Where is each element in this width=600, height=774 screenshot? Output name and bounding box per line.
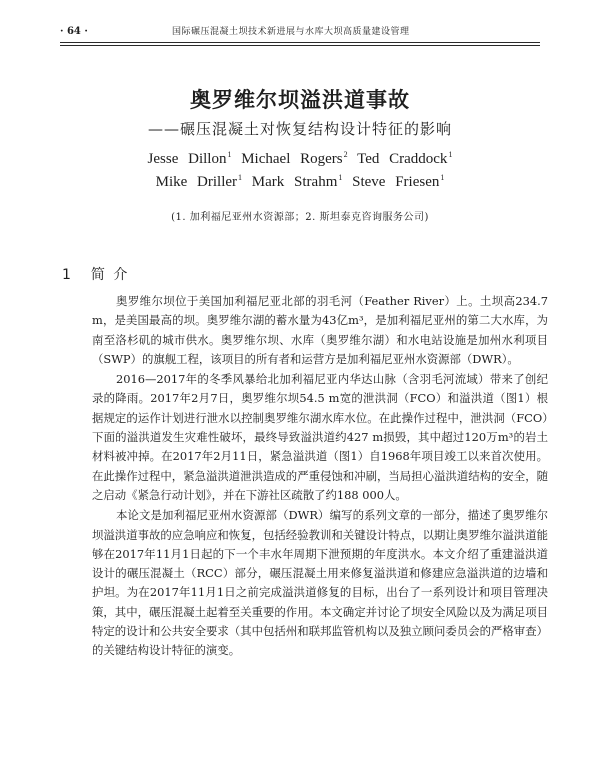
- author: Steve Friesen$^1$: [352, 173, 445, 190]
- author: Michael Rogers$^2$: [241, 150, 348, 167]
- header-rule-thin: [60, 45, 540, 46]
- section-heading: [62, 264, 129, 284]
- section-number: 1: [62, 267, 73, 283]
- author: Jesse Dillon$^1$: [147, 150, 232, 167]
- paragraph: 2016—2017年的冬季风暴给北加利福尼亚内华达山脉（含羽毛河流域）带来了创纪录的降雨。2017年2月7日，奥罗维尔坝54.5 m宽的泄洪洞（FCO）和溢洪道（图1）根据规定的运作计划进行泄水以控制奥罗维尔湖水库水位。在此操作过程中，泄洪洞（FCO）下面的溢洪道发生灾难性破坏，最终导致溢洪道约427 m损毁，其中超过120万m³的岩土材料被冲掉。在2017年2月11日，紧急溢洪道（图1）自1968年项目竣工以来首次使用。在此操作过程中，紧急溢洪道泄洪造成的严重侵蚀和冲刷，当局担心溢洪道结构的安全，随之启动《紧急行动计划》，并在下游社区疏散了约188 000人。: [92, 372, 548, 502]
- author-row-2: [60, 173, 540, 191]
- author: Mark Strahm$^1$: [251, 173, 343, 190]
- paragraph: 奥罗维尔坝位于美国加利福尼亚北部的羽毛河（Feather River）上。土坝高234.7 m，是美国最高的坝。奥罗维尔湖的蓄水量为43亿m³，是加利福尼亚州的第二大水库，为南至洛杉矶的城市供水。奥罗维尔坝、水库（奥罗维尔湖）和水电站设施是加州水利项目（SWP）的旗舰工程，该项目的所有者和运营方是加利福尼亚州水资源部（DWR）。: [92, 294, 548, 366]
- header-rule-thick: [60, 42, 540, 43]
- section-title: 简 介: [90, 267, 130, 283]
- affiliations: (1. 加利福尼亚州水资源部；2. 斯坦泰克咨询服务公司): [171, 212, 429, 223]
- article-subtitle: ——碾压混凝土对恢复结构设计特征的影响: [147, 120, 452, 138]
- running-header: [60, 24, 540, 40]
- paragraph: 本论文是加利福尼亚州水资源部（DWR）编写的系列文章的一部分，描述了奥罗维尔坝溢洪道事故的应急响应和恢复，包括经验教训和关键设计特点，以期让奥罗维尔溢洪道能够在2017年11月1日起的下一个丰水年周期下泄预期的年度洪水。本文介绍了重建溢洪道设计的碾压混凝土（RCC）部分，碾压混凝土用来修复溢洪道和修建应急溢洪道的边墙和护坦。为在2017年11月1日之前完成溢洪道修复的目标，出台了一系列设计和项目管理决策，其中，碾压混凝土起着至关重要的作用。本文确定并讨论了坝安全风险以及为满足项目特定的设计和公共安全要求（其中包括州和联邦监管机构以及独立顾问委员会的严格审查）的关键结构设计特征的演变。: [92, 508, 548, 658]
- author: Ted Craddock$^1$: [357, 150, 453, 167]
- body-text: [92, 292, 548, 662]
- page-number: · 64 ·: [60, 26, 88, 37]
- author-row-1: [60, 150, 540, 168]
- author: Mike Driller$^1$: [155, 173, 243, 190]
- article-title: 奥罗维尔坝溢洪道事故: [190, 88, 410, 112]
- journal-title: 国际碾压混凝土坝技术新进展与水库大坝高质量建设管理: [172, 27, 410, 37]
